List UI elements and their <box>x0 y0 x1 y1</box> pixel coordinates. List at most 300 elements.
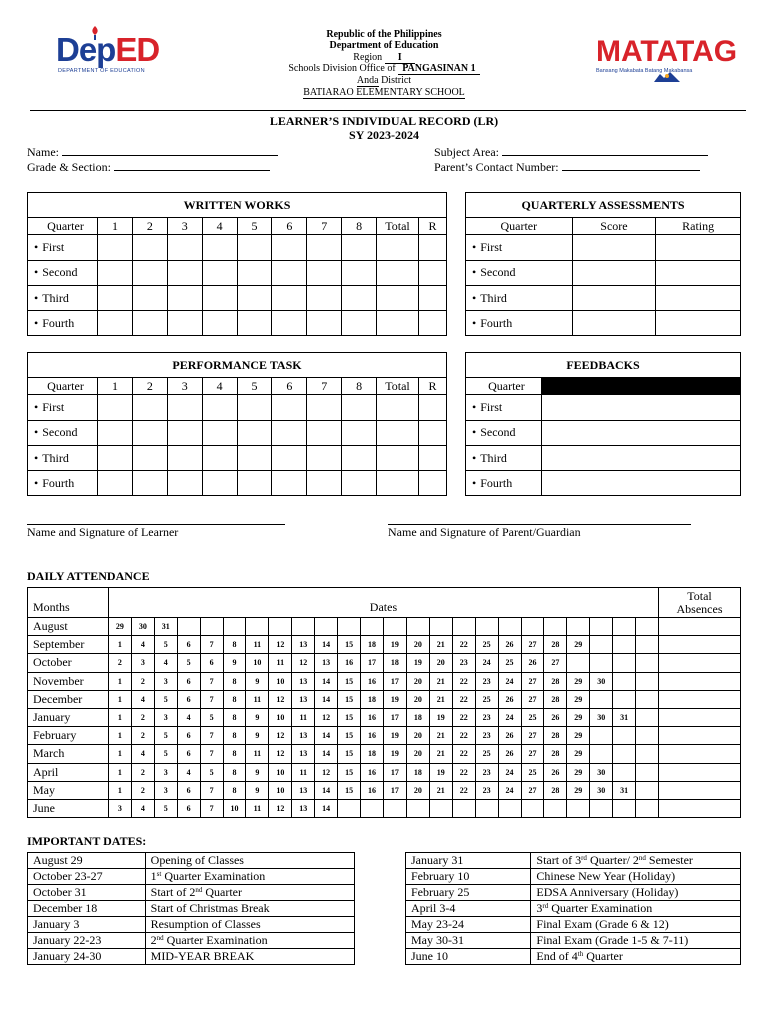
attendance-date-cell[interactable]: 5 <box>154 727 177 745</box>
performance-task-score-cell[interactable] <box>377 445 419 470</box>
attendance-date-cell[interactable]: 13 <box>292 727 315 745</box>
attendance-date-cell[interactable]: 20 <box>406 636 429 654</box>
attendance-date-cell[interactable]: 12 <box>269 727 292 745</box>
attendance-date-cell[interactable]: 20 <box>406 745 429 763</box>
performance-task-score-cell[interactable] <box>202 420 237 445</box>
attendance-date-cell[interactable]: 26 <box>521 654 544 672</box>
written-works-score-cell[interactable] <box>167 260 202 285</box>
attendance-date-cell[interactable] <box>361 618 384 636</box>
attendance-date-cell[interactable] <box>567 654 590 672</box>
attendance-date-cell[interactable]: 19 <box>383 745 406 763</box>
performance-task-score-cell[interactable] <box>419 395 447 420</box>
performance-task-score-cell[interactable] <box>307 445 342 470</box>
written-works-score-cell[interactable] <box>342 285 377 310</box>
performance-task-score-cell[interactable] <box>98 445 133 470</box>
attendance-date-cell[interactable] <box>521 618 544 636</box>
performance-task-score-cell[interactable] <box>307 471 342 496</box>
written-works-score-cell[interactable] <box>167 311 202 336</box>
performance-task-score-cell[interactable] <box>342 471 377 496</box>
attendance-date-cell[interactable]: 11 <box>246 799 269 817</box>
attendance-date-cell[interactable]: 1 <box>108 781 131 799</box>
attendance-date-cell[interactable]: 13 <box>292 781 315 799</box>
feedback-cell[interactable] <box>541 420 740 445</box>
written-works-score-cell[interactable] <box>377 235 419 260</box>
attendance-date-cell[interactable]: 3 <box>154 763 177 781</box>
attendance-date-cell[interactable] <box>636 672 659 690</box>
attendance-date-cell[interactable]: 15 <box>338 745 361 763</box>
attendance-date-cell[interactable]: 1 <box>108 672 131 690</box>
performance-task-score-cell[interactable] <box>167 471 202 496</box>
attendance-date-cell[interactable] <box>567 618 590 636</box>
attendance-date-cell[interactable]: 6 <box>177 727 200 745</box>
attendance-date-cell[interactable]: 3 <box>154 708 177 726</box>
attendance-date-cell[interactable] <box>636 727 659 745</box>
attendance-date-cell[interactable]: 12 <box>269 636 292 654</box>
performance-task-score-cell[interactable] <box>377 471 419 496</box>
attendance-date-cell[interactable] <box>613 763 636 781</box>
attendance-date-cell[interactable]: 17 <box>361 654 384 672</box>
attendance-date-cell[interactable]: 30 <box>590 708 613 726</box>
attendance-date-cell[interactable] <box>246 618 269 636</box>
attendance-date-cell[interactable]: 29 <box>567 727 590 745</box>
attendance-date-cell[interactable]: 26 <box>498 745 521 763</box>
written-works-score-cell[interactable] <box>272 311 307 336</box>
attendance-date-cell[interactable] <box>636 799 659 817</box>
attendance-date-cell[interactable] <box>452 618 475 636</box>
attendance-date-cell[interactable] <box>613 799 636 817</box>
attendance-date-cell[interactable]: 24 <box>498 781 521 799</box>
attendance-date-cell[interactable] <box>613 727 636 745</box>
attendance-date-cell[interactable]: 13 <box>315 654 338 672</box>
attendance-date-cell[interactable]: 22 <box>452 745 475 763</box>
attendance-date-cell[interactable]: 2 <box>131 708 154 726</box>
attendance-date-cell[interactable]: 20 <box>406 672 429 690</box>
attendance-date-cell[interactable] <box>223 618 246 636</box>
performance-task-score-cell[interactable] <box>202 395 237 420</box>
attendance-date-cell[interactable] <box>590 636 613 654</box>
attendance-date-cell[interactable]: 10 <box>269 781 292 799</box>
attendance-date-cell[interactable] <box>292 618 315 636</box>
attendance-date-cell[interactable]: 28 <box>544 636 567 654</box>
qa-score-cell[interactable] <box>572 260 656 285</box>
attendance-date-cell[interactable]: 29 <box>108 618 131 636</box>
attendance-date-cell[interactable] <box>590 690 613 708</box>
written-works-score-cell[interactable] <box>202 285 237 310</box>
performance-task-score-cell[interactable] <box>377 395 419 420</box>
written-works-score-cell[interactable] <box>377 285 419 310</box>
performance-task-score-cell[interactable] <box>237 395 272 420</box>
attendance-date-cell[interactable]: 12 <box>269 745 292 763</box>
attendance-date-cell[interactable]: 16 <box>361 781 384 799</box>
attendance-date-cell[interactable] <box>544 799 567 817</box>
attendance-date-cell[interactable]: 24 <box>498 763 521 781</box>
written-works-score-cell[interactable] <box>307 235 342 260</box>
attendance-date-cell[interactable]: 15 <box>338 763 361 781</box>
attendance-date-cell[interactable]: 15 <box>338 727 361 745</box>
attendance-date-cell[interactable]: 20 <box>429 654 452 672</box>
attendance-date-cell[interactable]: 1 <box>108 708 131 726</box>
attendance-date-cell[interactable]: 19 <box>383 690 406 708</box>
feedback-cell[interactable] <box>541 395 740 420</box>
performance-task-score-cell[interactable] <box>307 420 342 445</box>
attendance-date-cell[interactable]: 18 <box>361 690 384 708</box>
attendance-date-cell[interactable]: 1 <box>108 690 131 708</box>
attendance-date-cell[interactable]: 9 <box>246 781 269 799</box>
attendance-date-cell[interactable] <box>613 690 636 708</box>
attendance-date-cell[interactable]: 4 <box>131 690 154 708</box>
attendance-date-cell[interactable]: 18 <box>406 708 429 726</box>
written-works-score-cell[interactable] <box>237 285 272 310</box>
attendance-date-cell[interactable]: 19 <box>383 636 406 654</box>
attendance-date-cell[interactable]: 9 <box>246 727 269 745</box>
attendance-date-cell[interactable]: 21 <box>429 636 452 654</box>
attendance-date-cell[interactable]: 4 <box>131 745 154 763</box>
attendance-date-cell[interactable] <box>613 654 636 672</box>
performance-task-score-cell[interactable] <box>342 445 377 470</box>
written-works-score-cell[interactable] <box>98 235 133 260</box>
attendance-date-cell[interactable]: 27 <box>544 654 567 672</box>
performance-task-score-cell[interactable] <box>237 471 272 496</box>
written-works-score-cell[interactable] <box>132 285 167 310</box>
attendance-date-cell[interactable]: 9 <box>246 672 269 690</box>
attendance-date-cell[interactable]: 23 <box>475 672 498 690</box>
name-field[interactable]: Name: <box>27 145 278 159</box>
attendance-date-cell[interactable]: 16 <box>361 727 384 745</box>
attendance-date-cell[interactable]: 7 <box>200 690 223 708</box>
attendance-date-cell[interactable]: 13 <box>292 690 315 708</box>
attendance-date-cell[interactable]: 27 <box>521 745 544 763</box>
attendance-date-cell[interactable]: 29 <box>567 745 590 763</box>
attendance-date-cell[interactable]: 11 <box>246 690 269 708</box>
written-works-score-cell[interactable] <box>132 260 167 285</box>
attendance-date-cell[interactable] <box>613 745 636 763</box>
attendance-date-cell[interactable]: 7 <box>200 727 223 745</box>
attendance-date-cell[interactable]: 24 <box>475 654 498 672</box>
attendance-date-cell[interactable] <box>590 799 613 817</box>
attendance-date-cell[interactable] <box>361 799 384 817</box>
performance-task-score-cell[interactable] <box>342 420 377 445</box>
attendance-date-cell[interactable]: 5 <box>177 654 200 672</box>
subject-area-field[interactable]: Subject Area: <box>434 145 708 159</box>
performance-task-score-cell[interactable] <box>202 445 237 470</box>
attendance-date-cell[interactable]: 29 <box>567 708 590 726</box>
written-works-score-cell[interactable] <box>237 235 272 260</box>
attendance-date-cell[interactable]: 2 <box>131 781 154 799</box>
attendance-date-cell[interactable]: 12 <box>269 799 292 817</box>
performance-task-score-cell[interactable] <box>272 395 307 420</box>
attendance-date-cell[interactable]: 6 <box>177 799 200 817</box>
attendance-date-cell[interactable]: 26 <box>544 763 567 781</box>
attendance-date-cell[interactable] <box>406 799 429 817</box>
written-works-score-cell[interactable] <box>237 311 272 336</box>
attendance-date-cell[interactable] <box>269 618 292 636</box>
feedback-cell[interactable] <box>541 445 740 470</box>
attendance-date-cell[interactable]: 11 <box>292 763 315 781</box>
attendance-date-cell[interactable]: 13 <box>292 672 315 690</box>
qa-rating-cell[interactable] <box>656 285 741 310</box>
attendance-date-cell[interactable]: 14 <box>315 781 338 799</box>
written-works-score-cell[interactable] <box>419 235 447 260</box>
attendance-date-cell[interactable]: 6 <box>200 654 223 672</box>
attendance-date-cell[interactable]: 13 <box>292 799 315 817</box>
attendance-date-cell[interactable]: 15 <box>338 636 361 654</box>
total-absences-cell[interactable] <box>659 745 741 763</box>
attendance-date-cell[interactable]: 10 <box>269 763 292 781</box>
attendance-date-cell[interactable]: 25 <box>475 636 498 654</box>
performance-task-score-cell[interactable] <box>419 420 447 445</box>
attendance-date-cell[interactable] <box>590 618 613 636</box>
attendance-date-cell[interactable]: 3 <box>108 799 131 817</box>
attendance-date-cell[interactable] <box>636 618 659 636</box>
qa-rating-cell[interactable] <box>656 311 741 336</box>
attendance-date-cell[interactable]: 11 <box>269 654 292 672</box>
written-works-score-cell[interactable] <box>167 285 202 310</box>
attendance-date-cell[interactable]: 16 <box>361 763 384 781</box>
attendance-date-cell[interactable]: 19 <box>383 727 406 745</box>
written-works-score-cell[interactable] <box>419 311 447 336</box>
attendance-date-cell[interactable]: 17 <box>383 763 406 781</box>
attendance-date-cell[interactable] <box>636 690 659 708</box>
total-absences-cell[interactable] <box>659 654 741 672</box>
attendance-date-cell[interactable]: 8 <box>223 672 246 690</box>
written-works-score-cell[interactable] <box>98 260 133 285</box>
attendance-date-cell[interactable] <box>544 618 567 636</box>
attendance-date-cell[interactable]: 8 <box>223 727 246 745</box>
written-works-score-cell[interactable] <box>237 260 272 285</box>
attendance-date-cell[interactable]: 5 <box>154 690 177 708</box>
attendance-date-cell[interactable]: 1 <box>108 763 131 781</box>
written-works-score-cell[interactable] <box>342 311 377 336</box>
attendance-date-cell[interactable]: 29 <box>567 781 590 799</box>
attendance-date-cell[interactable]: 4 <box>177 708 200 726</box>
attendance-date-cell[interactable]: 23 <box>475 727 498 745</box>
attendance-date-cell[interactable]: 6 <box>177 636 200 654</box>
attendance-date-cell[interactable]: 22 <box>452 690 475 708</box>
attendance-date-cell[interactable]: 9 <box>223 654 246 672</box>
performance-task-score-cell[interactable] <box>419 445 447 470</box>
attendance-date-cell[interactable]: 16 <box>361 708 384 726</box>
attendance-date-cell[interactable]: 26 <box>498 727 521 745</box>
attendance-date-cell[interactable] <box>590 654 613 672</box>
attendance-date-cell[interactable]: 30 <box>590 763 613 781</box>
attendance-date-cell[interactable]: 18 <box>361 636 384 654</box>
attendance-date-cell[interactable]: 4 <box>177 763 200 781</box>
performance-task-score-cell[interactable] <box>202 471 237 496</box>
attendance-date-cell[interactable]: 21 <box>429 727 452 745</box>
qa-score-cell[interactable] <box>572 311 656 336</box>
attendance-date-cell[interactable]: 2 <box>108 654 131 672</box>
attendance-date-cell[interactable]: 31 <box>613 781 636 799</box>
attendance-date-cell[interactable] <box>636 708 659 726</box>
attendance-date-cell[interactable]: 10 <box>269 672 292 690</box>
written-works-score-cell[interactable] <box>98 311 133 336</box>
attendance-date-cell[interactable]: 26 <box>544 708 567 726</box>
attendance-date-cell[interactable]: 19 <box>406 654 429 672</box>
attendance-date-cell[interactable]: 2 <box>131 672 154 690</box>
written-works-score-cell[interactable] <box>377 311 419 336</box>
written-works-score-cell[interactable] <box>307 285 342 310</box>
attendance-date-cell[interactable]: 17 <box>383 708 406 726</box>
performance-task-score-cell[interactable] <box>132 445 167 470</box>
performance-task-score-cell[interactable] <box>419 471 447 496</box>
attendance-date-cell[interactable]: 3 <box>154 781 177 799</box>
attendance-date-cell[interactable]: 17 <box>383 672 406 690</box>
written-works-score-cell[interactable] <box>202 235 237 260</box>
written-works-score-cell[interactable] <box>419 285 447 310</box>
written-works-score-cell[interactable] <box>272 260 307 285</box>
attendance-date-cell[interactable]: 1 <box>108 745 131 763</box>
feedback-cell[interactable] <box>541 471 740 496</box>
performance-task-score-cell[interactable] <box>272 420 307 445</box>
attendance-date-cell[interactable]: 12 <box>315 708 338 726</box>
grade-section-field[interactable]: Grade & Section: <box>27 160 270 174</box>
attendance-date-cell[interactable]: 8 <box>223 636 246 654</box>
total-absences-cell[interactable] <box>659 708 741 726</box>
performance-task-score-cell[interactable] <box>132 395 167 420</box>
attendance-date-cell[interactable] <box>636 781 659 799</box>
attendance-date-cell[interactable]: 21 <box>429 690 452 708</box>
attendance-date-cell[interactable]: 3 <box>131 654 154 672</box>
attendance-date-cell[interactable]: 28 <box>544 727 567 745</box>
performance-task-score-cell[interactable] <box>237 420 272 445</box>
attendance-date-cell[interactable]: 18 <box>406 763 429 781</box>
attendance-date-cell[interactable]: 14 <box>315 690 338 708</box>
attendance-date-cell[interactable]: 8 <box>223 763 246 781</box>
written-works-score-cell[interactable] <box>307 311 342 336</box>
attendance-date-cell[interactable]: 1 <box>108 636 131 654</box>
attendance-date-cell[interactable]: 23 <box>452 654 475 672</box>
attendance-date-cell[interactable]: 26 <box>498 690 521 708</box>
attendance-date-cell[interactable]: 25 <box>521 763 544 781</box>
attendance-date-cell[interactable]: 22 <box>452 636 475 654</box>
attendance-date-cell[interactable]: 23 <box>475 781 498 799</box>
attendance-date-cell[interactable]: 27 <box>521 636 544 654</box>
attendance-date-cell[interactable]: 15 <box>338 690 361 708</box>
written-works-score-cell[interactable] <box>98 285 133 310</box>
attendance-date-cell[interactable] <box>452 799 475 817</box>
attendance-date-cell[interactable]: 19 <box>429 708 452 726</box>
attendance-date-cell[interactable]: 30 <box>590 672 613 690</box>
attendance-date-cell[interactable] <box>406 618 429 636</box>
attendance-date-cell[interactable]: 28 <box>544 672 567 690</box>
attendance-date-cell[interactable]: 26 <box>498 636 521 654</box>
attendance-date-cell[interactable]: 5 <box>154 636 177 654</box>
attendance-date-cell[interactable] <box>498 799 521 817</box>
attendance-date-cell[interactable] <box>567 799 590 817</box>
attendance-date-cell[interactable]: 29 <box>567 690 590 708</box>
performance-task-score-cell[interactable] <box>167 420 202 445</box>
attendance-date-cell[interactable]: 21 <box>429 745 452 763</box>
total-absences-cell[interactable] <box>659 727 741 745</box>
performance-task-score-cell[interactable] <box>237 445 272 470</box>
attendance-date-cell[interactable]: 23 <box>475 763 498 781</box>
written-works-score-cell[interactable] <box>132 235 167 260</box>
total-absences-cell[interactable] <box>659 636 741 654</box>
attendance-date-cell[interactable]: 7 <box>200 672 223 690</box>
attendance-date-cell[interactable]: 25 <box>521 708 544 726</box>
attendance-date-cell[interactable]: 7 <box>200 745 223 763</box>
attendance-date-cell[interactable]: 3 <box>154 672 177 690</box>
performance-task-score-cell[interactable] <box>272 471 307 496</box>
performance-task-score-cell[interactable] <box>307 395 342 420</box>
attendance-date-cell[interactable] <box>338 799 361 817</box>
attendance-date-cell[interactable]: 22 <box>452 763 475 781</box>
attendance-date-cell[interactable]: 27 <box>521 727 544 745</box>
attendance-date-cell[interactable]: 6 <box>177 781 200 799</box>
attendance-date-cell[interactable] <box>315 618 338 636</box>
attendance-date-cell[interactable]: 21 <box>429 672 452 690</box>
attendance-date-cell[interactable] <box>429 618 452 636</box>
attendance-date-cell[interactable] <box>521 799 544 817</box>
attendance-date-cell[interactable]: 23 <box>475 708 498 726</box>
attendance-date-cell[interactable]: 22 <box>452 708 475 726</box>
attendance-date-cell[interactable] <box>590 727 613 745</box>
attendance-date-cell[interactable] <box>200 618 223 636</box>
attendance-date-cell[interactable]: 28 <box>544 781 567 799</box>
attendance-date-cell[interactable]: 8 <box>223 745 246 763</box>
total-absences-cell[interactable] <box>659 799 741 817</box>
attendance-date-cell[interactable] <box>590 745 613 763</box>
attendance-date-cell[interactable]: 22 <box>452 672 475 690</box>
attendance-date-cell[interactable]: 15 <box>338 781 361 799</box>
attendance-date-cell[interactable]: 17 <box>383 781 406 799</box>
performance-task-score-cell[interactable] <box>98 471 133 496</box>
attendance-date-cell[interactable]: 7 <box>200 799 223 817</box>
performance-task-score-cell[interactable] <box>132 420 167 445</box>
attendance-date-cell[interactable] <box>613 636 636 654</box>
qa-score-cell[interactable] <box>572 235 656 260</box>
attendance-date-cell[interactable]: 9 <box>246 763 269 781</box>
attendance-date-cell[interactable]: 5 <box>154 799 177 817</box>
attendance-date-cell[interactable]: 14 <box>315 745 338 763</box>
attendance-date-cell[interactable]: 6 <box>177 690 200 708</box>
attendance-date-cell[interactable] <box>636 745 659 763</box>
performance-task-score-cell[interactable] <box>98 395 133 420</box>
attendance-date-cell[interactable]: 31 <box>154 618 177 636</box>
performance-task-score-cell[interactable] <box>272 445 307 470</box>
attendance-date-cell[interactable]: 5 <box>200 763 223 781</box>
attendance-date-cell[interactable]: 25 <box>475 745 498 763</box>
attendance-date-cell[interactable]: 13 <box>292 636 315 654</box>
written-works-score-cell[interactable] <box>272 285 307 310</box>
attendance-date-cell[interactable]: 20 <box>406 690 429 708</box>
written-works-score-cell[interactable] <box>202 311 237 336</box>
attendance-date-cell[interactable]: 22 <box>452 727 475 745</box>
written-works-score-cell[interactable] <box>342 260 377 285</box>
attendance-date-cell[interactable]: 12 <box>292 654 315 672</box>
total-absences-cell[interactable] <box>659 690 741 708</box>
attendance-date-cell[interactable]: 11 <box>292 708 315 726</box>
attendance-date-cell[interactable]: 4 <box>131 799 154 817</box>
attendance-date-cell[interactable]: 14 <box>315 799 338 817</box>
attendance-date-cell[interactable]: 25 <box>498 654 521 672</box>
performance-task-score-cell[interactable] <box>167 395 202 420</box>
attendance-date-cell[interactable]: 10 <box>269 708 292 726</box>
attendance-date-cell[interactable]: 28 <box>544 745 567 763</box>
attendance-date-cell[interactable]: 2 <box>131 727 154 745</box>
attendance-date-cell[interactable]: 28 <box>544 690 567 708</box>
qa-rating-cell[interactable] <box>656 235 741 260</box>
attendance-date-cell[interactable]: 29 <box>567 672 590 690</box>
qa-score-cell[interactable] <box>572 285 656 310</box>
attendance-date-cell[interactable]: 27 <box>521 690 544 708</box>
qa-rating-cell[interactable] <box>656 260 741 285</box>
performance-task-score-cell[interactable] <box>167 445 202 470</box>
attendance-date-cell[interactable] <box>498 618 521 636</box>
attendance-date-cell[interactable]: 18 <box>361 745 384 763</box>
total-absences-cell[interactable] <box>659 781 741 799</box>
attendance-date-cell[interactable]: 5 <box>154 745 177 763</box>
